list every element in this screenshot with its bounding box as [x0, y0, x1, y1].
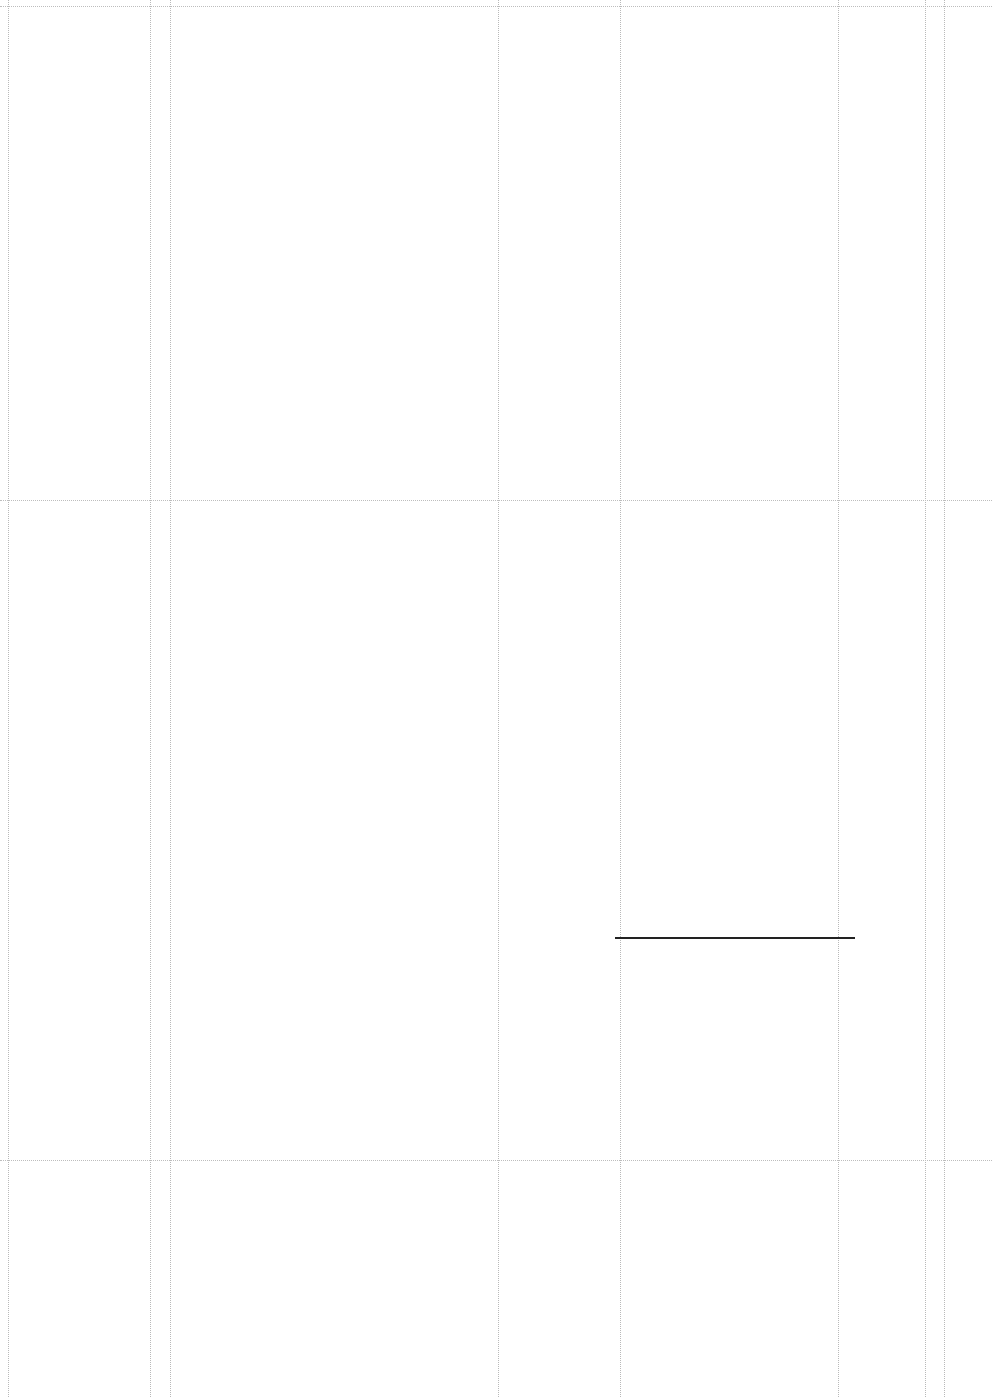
- footnote-line: [134, 1101, 854, 1131]
- body-text-line: [142, 799, 849, 843]
- body-text-line: [142, 226, 849, 270]
- body-text-line: [142, 757, 849, 801]
- entry-heading-line: [142, 378, 849, 430]
- footnote-line: [134, 993, 854, 1023]
- body-text-line: [142, 183, 849, 227]
- footnote-line: [134, 1064, 854, 1094]
- footnote-line: [134, 955, 854, 985]
- footnote-separator: [615, 937, 855, 939]
- body-text-line: [142, 132, 849, 176]
- body-text-line: [142, 525, 849, 569]
- body-text-line: [142, 843, 849, 887]
- scan-artifact-line: [8, 0, 9, 1397]
- body-text-line: [142, 575, 849, 619]
- footnote-line: [134, 1135, 854, 1165]
- entry-heading-line: [142, 428, 849, 480]
- page-number: [446, 1268, 546, 1302]
- body-text-line: [142, 272, 849, 316]
- body-text-line: [142, 889, 849, 933]
- entry-heading-line: [142, 326, 849, 378]
- body-text-line: [142, 714, 849, 758]
- scan-artifact-line: [944, 0, 945, 1397]
- body-text-line: [142, 616, 849, 660]
- footnote-line: [134, 1029, 854, 1059]
- body-text-line: [142, 670, 849, 714]
- scan-artifact-line: [0, 6, 992, 7]
- body-text-line: [142, 82, 849, 126]
- body-text-line: [142, 478, 849, 522]
- scan-artifact-line: [925, 0, 926, 1397]
